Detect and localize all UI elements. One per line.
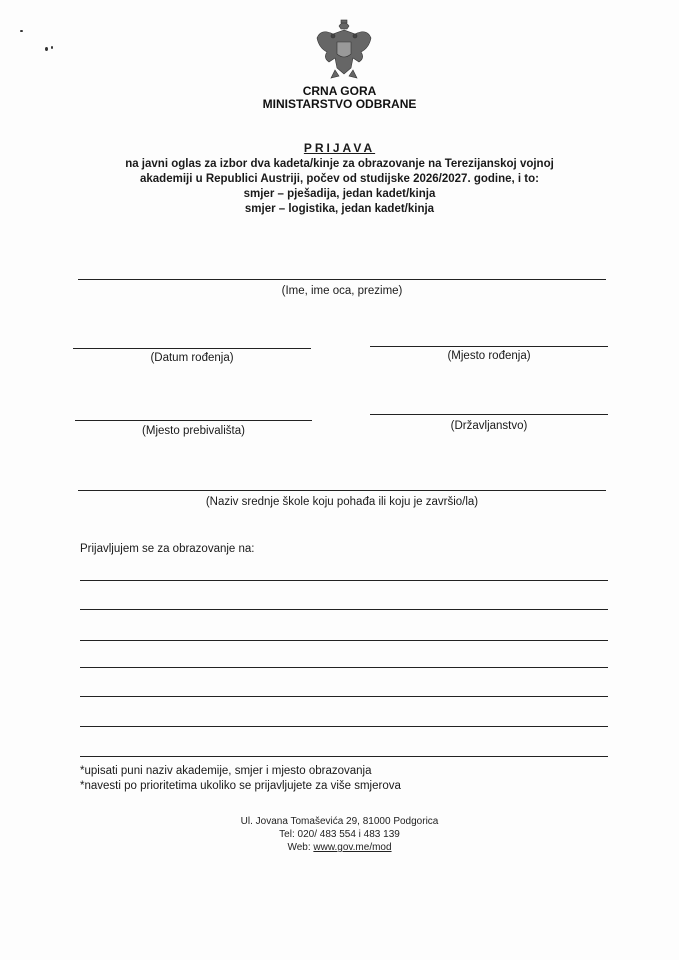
- footer-web-label: Web:: [287, 842, 314, 853]
- note-line: *upisati puni naziv akademije, smjer i mjesto obrazovanja: [80, 765, 372, 777]
- intro-line: na javni oglas za izbor dva kadeta/kinje za obrazovanje na Terezijanskoj vojnoj: [125, 158, 554, 170]
- apply-line[interactable]: [80, 580, 608, 581]
- residence-caption: (Mjesto prebivališta): [142, 425, 245, 437]
- birth-place-caption: (Mjesto rođenja): [447, 350, 531, 362]
- citizenship-caption: (Državljanstvo): [450, 420, 528, 432]
- note-line: *navesti po prioritetima ukoliko se prijavljujete za više smjerova: [80, 780, 401, 792]
- birth-date-field-line[interactable]: [73, 348, 311, 349]
- residence-field-line[interactable]: [75, 420, 312, 421]
- scan-speck: [20, 30, 23, 32]
- birth-date-caption: (Datum rođenja): [150, 352, 234, 364]
- apply-line[interactable]: [80, 640, 608, 641]
- apply-line[interactable]: [80, 696, 608, 697]
- footer-address: Ul. Jovana Tomaševića 29, 81000 Podgorica: [240, 816, 439, 827]
- footer-phone: Tel: 020/ 483 554 i 483 139: [279, 829, 400, 840]
- country-name: CRNA GORA: [302, 84, 377, 98]
- citizenship-field-line[interactable]: [370, 414, 608, 415]
- school-field-line[interactable]: [78, 490, 606, 491]
- scan-speck: [51, 46, 53, 49]
- apply-line[interactable]: [80, 726, 608, 727]
- apply-label: Prijavljujem se za obrazovanje na:: [80, 543, 255, 555]
- ministry-name: MINISTARSTVO ODBRANE: [262, 97, 417, 111]
- intro-line: smjer – logistika, jedan kadet/kinja: [244, 203, 435, 215]
- apply-line[interactable]: [80, 609, 608, 610]
- apply-line[interactable]: [80, 667, 608, 668]
- scan-speck: [45, 47, 48, 51]
- intro-line: akademiji u Republici Austriji, počev od studijske 2026/2027. godine, i to:: [140, 173, 539, 185]
- form-title: PRIJAVA: [303, 141, 376, 155]
- name-field-caption: (Ime, ime oca, prezime): [281, 285, 403, 297]
- footer-web: [0, 841, 679, 854]
- name-field-line[interactable]: [78, 279, 606, 280]
- website-link[interactable]: www.gov.me/mod: [313, 842, 392, 853]
- apply-line[interactable]: [80, 756, 608, 757]
- birth-place-field-line[interactable]: [370, 346, 608, 347]
- school-caption: (Naziv srednje škole koju pohađa ili koju je završio/la): [205, 496, 479, 508]
- intro-line: smjer – pješadija, jedan kadet/kinja: [243, 188, 436, 200]
- coat-of-arms-emblem: [313, 18, 375, 82]
